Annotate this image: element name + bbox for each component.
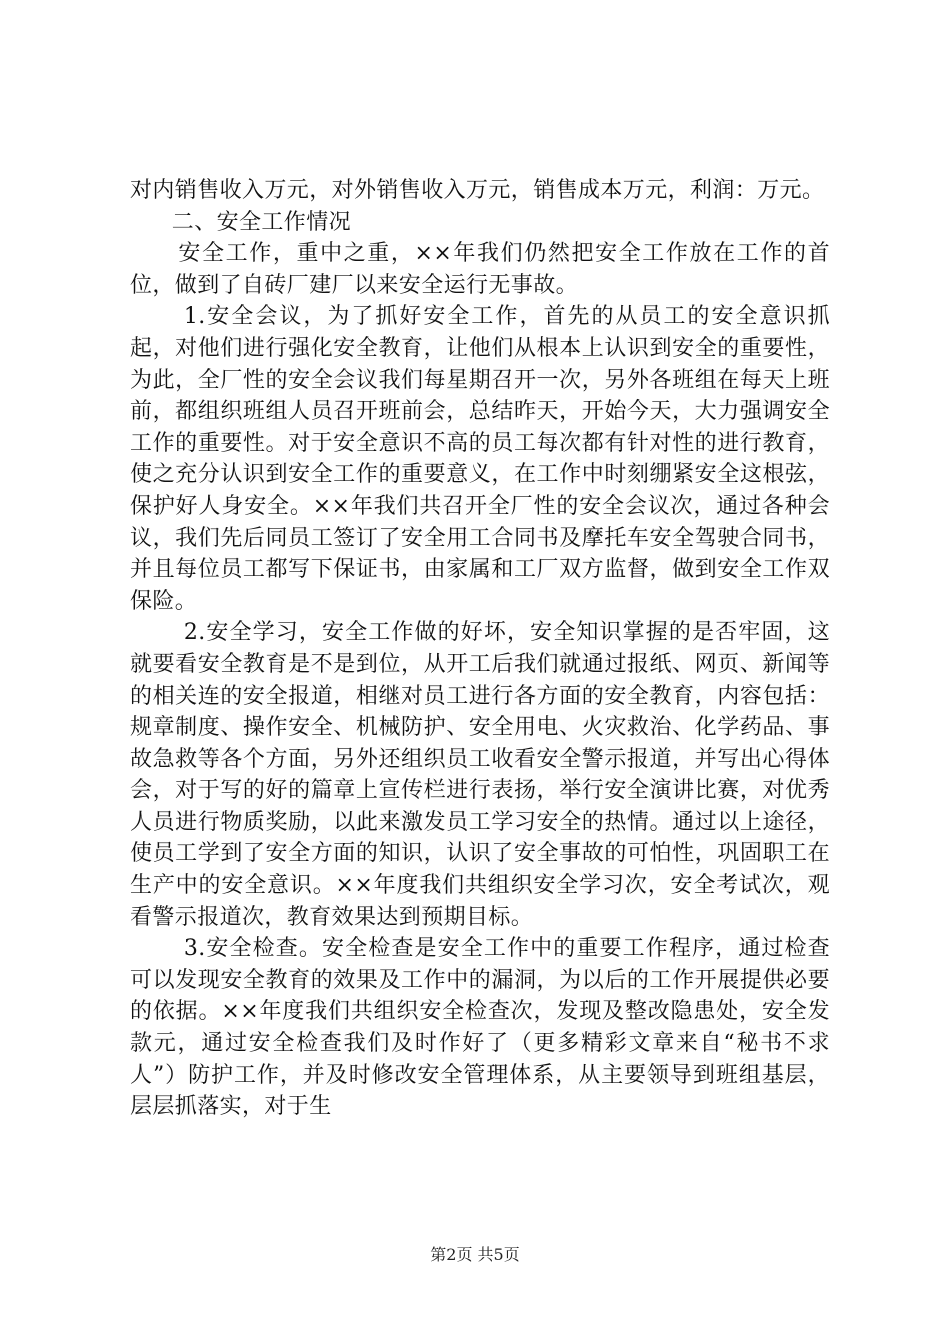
paragraph-safety-study: 2.安全学习，安全工作做的好坏，安全知识掌握的是否牢固，这就要看安全教育是不是到位，从开工后我们就通过报纸、网页、新闻等的相关连的安全报道，相继对员工进行各方面的安全教育，内容包括：规章制度、操作安全、机械防护、安全用电、火灾救治、化学药品、事故急救等各个方面，另外还组织员工收看安全警示报道，并写出心得体会，对于写的好的篇章上宣传栏进行表扬，举行安全演讲比赛，对优秀人员进行物质奖励，以此来激发员工学习安全的热情。通过以上途径，使员工学到了安全方面的知识，认识了安全事故的可怕性，巩固职工在生产中的安全意识。××年度我们共组织安全学习次，安全考试次，观看警示报道次，教育效果达到预期目标。: [130, 620, 830, 930]
page-number-footer: 第2页 共5页: [430, 1245, 520, 1264]
document-body: [130, 175, 830, 1123]
section-heading-safety: 二、安全工作情况: [171, 209, 351, 235]
paragraph-sales-summary: 对内销售收入万元，对外销售收入万元，销售成本万元，利润：万元。: [130, 178, 825, 203]
paragraph-safety-inspection: 3.安全检查。安全检查是安全工作中的重要工作程序，通过检查可以发现安全教育的效果及工作中的漏洞，为以后的工作开展提供必要的依据。××年度我们共组织安全检查次，发现及整改隐患处，安全发款元，通过安全检查我们及时作好了（更多精彩文章来自“秘书不求人”）防护工作，并及时修改安全管理体系，从主要领导到班组基层，层层抓落实，对于生: [130, 936, 830, 1120]
paragraph-safety-meeting: 1.安全会议，为了抓好安全工作，首先的从员工的安全意识抓起，对他们进行强化安全教育，让他们从根本上认识到安全的重要性，为此，全厂性的安全会议我们每星期召开一次，另外各班组在每天上班前，都组织班组人员召开班前会，总结昨天，开始今天，大力强调安全工作的重要性。对于安全意识不高的员工每次都有针对性的进行教育，使之充分认识到安全工作的重要意义，在工作中时刻绷紧安全这根弦，保护好人身安全。××年我们共召开全厂性的安全会议次，通过各种会议，我们先后同员工签订了安全用工合同书及摩托车安全驾驶合同书，并且每位员工都写下保证书，由家属和工厂双方监督，做到安全工作双保险。: [130, 304, 830, 614]
paragraph-safety-intro: 安全工作，重中之重，××年我们仍然把安全工作放在工作的首位，做到了自砖厂建厂以来安全运行无事故。: [130, 241, 830, 298]
